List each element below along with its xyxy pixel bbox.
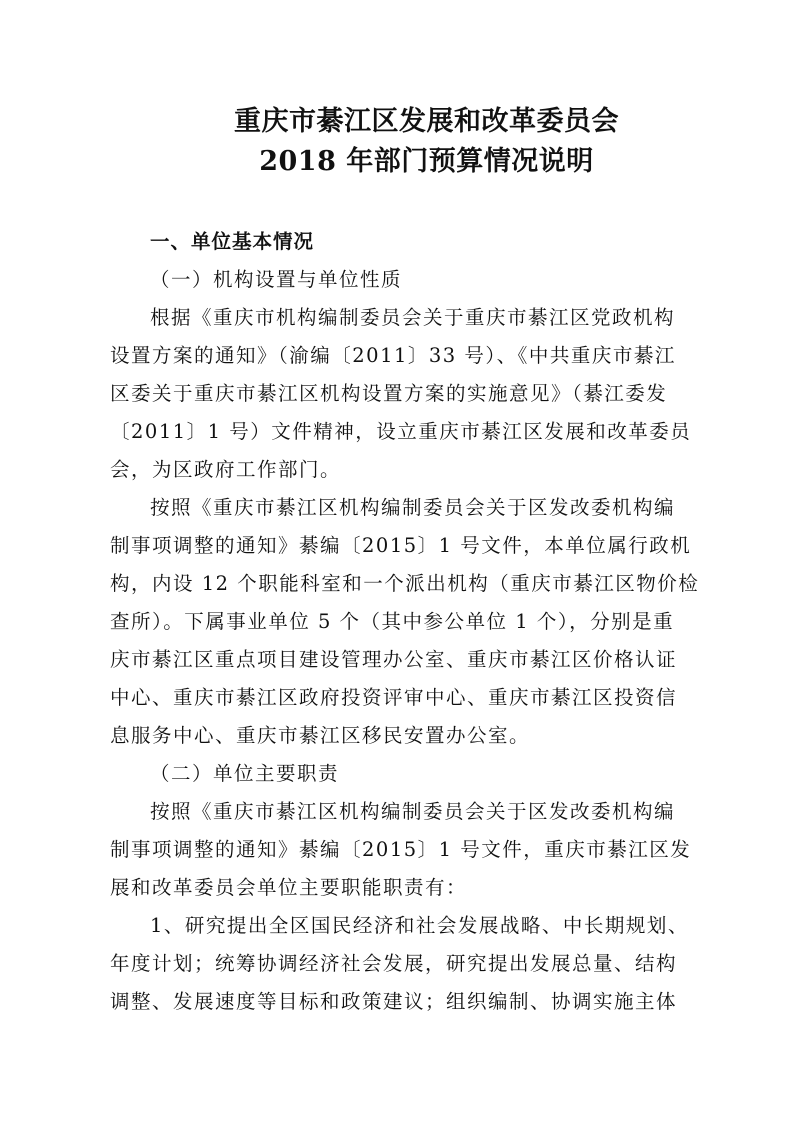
document-title-line-2: 2018 年部门预算情况说明 [259,146,594,177]
paragraph-line: 查所）。下属事业单位 5 个（其中参公单位 1 个），分别是重 [110,610,675,633]
paragraph-line: 息服务中心、重庆市綦江区移民安置办公室。 [110,724,531,747]
paragraph-line: 制事项调整的通知》綦编〔2015〕1 号文件，本单位属行政机 [110,534,692,557]
paragraph-line: 按照《重庆市綦江区机构编制委员会关于区发改委机构编 [150,496,676,519]
paragraph-line: 区委关于重庆市綦江区机构设置方案的实施意见》（綦江委发 [110,382,668,405]
section-heading-basic-info: 一、单位基本情况 [150,230,315,253]
paragraph-line: 会，为区政府工作部门。 [110,458,342,481]
paragraph-line: 中心、重庆市綦江区政府投资评审中心、重庆市綦江区投资信 [110,686,678,709]
paragraph-line: 调整、发展速度等目标和政策建议；组织编制、协调实施主体 [110,990,678,1013]
list-item-line: 1、研究提出全区国民经济和社会发展战略、中长期规划、 [150,914,689,937]
subsection-heading-organization: （一）机构设置与单位性质 [150,268,403,291]
paragraph-line: 按照《重庆市綦江区机构编制委员会关于区发改委机构编 [150,800,676,823]
document-title-line-1: 重庆市綦江区发展和改革委员会 [234,106,619,137]
subsection-heading-responsibilities: （二）单位主要职责 [150,762,340,785]
paragraph-line: 〔2011〕1 号）文件精神，设立重庆市綦江区发展和改革委员 [110,420,692,443]
paragraph-line: 庆市綦江区重点项目建设管理办公室、重庆市綦江区价格认证 [110,648,678,671]
paragraph-line: 根据《重庆市机构编制委员会关于重庆市綦江区党政机构 [150,306,676,329]
paragraph-line: 年度计划；统筹协调经济社会发展，研究提出发展总量、结构 [110,952,678,975]
paragraph-line: 展和改革委员会单位主要职能职责有： [110,876,468,899]
paragraph-line: 设置方案的通知》（渝编〔2011〕33 号）、《中共重庆市綦江 [110,344,676,367]
paragraph-line: 制事项调整的通知》綦编〔2015〕1 号文件，重庆市綦江区发 [110,838,692,861]
paragraph-line: 构，内设 12 个职能科室和一个派出机构（重庆市綦江区物价检 [110,572,700,595]
